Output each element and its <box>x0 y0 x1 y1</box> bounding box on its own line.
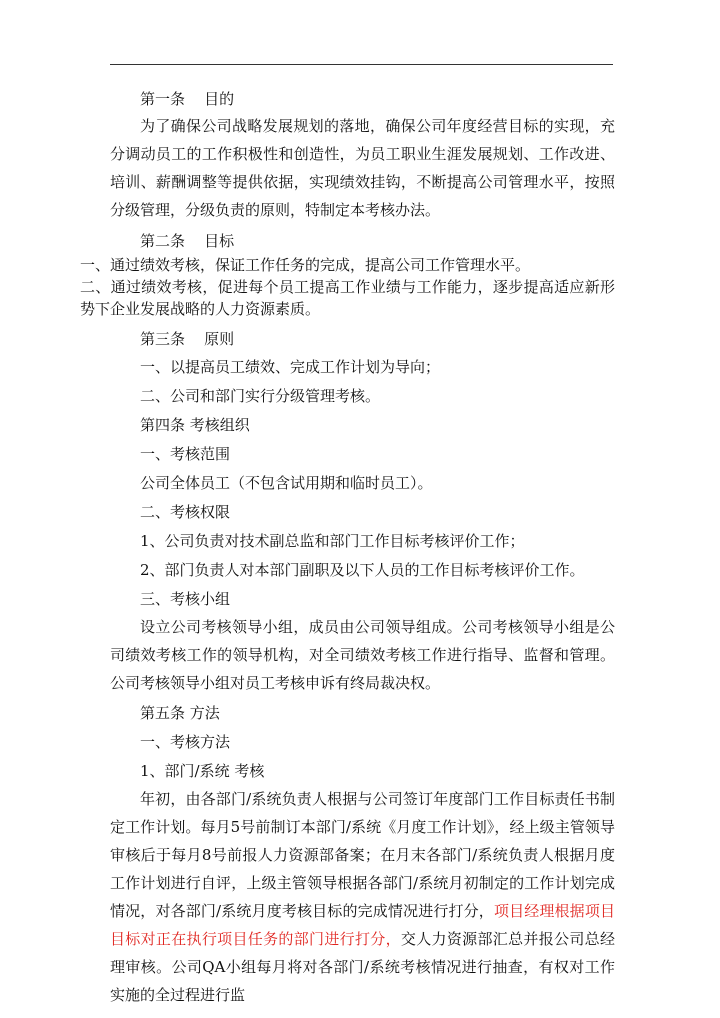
article-2-item-1: 一、通过绩效考核，保证工作任务的完成，提高公司工作管理水平。 <box>80 256 531 274</box>
article-4-section-1-body: 公司全体员工（不包含试用期和临时员工）。 <box>140 474 433 492</box>
article-4-title: 第四条 考核组织 <box>140 416 250 434</box>
article-5-body <box>110 785 615 1009</box>
highlighted-text: 项目经理根据项目目标对正在执行项目任务的部门进行打分， <box>110 902 615 948</box>
article-5-title: 第五条 方法 <box>140 704 220 722</box>
article-4-section-3: 三、考核小组 <box>140 590 231 608</box>
article-5-section-1: 一、考核方法 <box>140 733 231 751</box>
article-3-item-2: 二、公司和部门实行分级管理考核。 <box>140 387 381 405</box>
header-rule <box>110 64 613 65</box>
article-3-title: 第三条 原则 <box>140 330 235 348</box>
article-3-item-1: 一、以提高员工绩效、完成工作计划为导向； <box>140 358 441 376</box>
article-4-section-1: 一、考核范围 <box>140 445 231 463</box>
article-1-title: 第一条 目的 <box>140 90 235 108</box>
article-4-section-2-item-2: 2、部门负责人对本部门副职及以下人员的工作目标考核评价工作。 <box>140 561 585 579</box>
article-2-item-2: 二、通过绩效考核，促进每个员工提高工作业绩与工作能力，逐步提高适应新形势下企业发展战略的人力资源素质。 <box>80 278 615 318</box>
article-4-section-2-item-1: 1、公司负责对技术副总监和部门工作目标考核评价工作； <box>140 532 525 550</box>
article-4-section-3-body: 设立公司考核领导小组，成员由公司领导组成。公司考核领导小组是公司绩效考核工作的领导机构，对全司绩效考核工作进行指导、监督和管理。公司考核领导小组对员工考核申诉有终局裁决权。 <box>110 618 615 692</box>
article-2-title: 第二条 目标 <box>140 232 235 250</box>
article-5-body-part-1: 年初，由各部门/系统负责人根据与公司签订年度部门工作目标责任书制定工作计划。每月5号前制订本部门/系统《月度工作计划》，经上级主管领导审核后于每月8号前报人力资源部备案；在月末各部门/系统负责人根据月度工作计划进行自评，上级主管领导根据各部门/系统月初制定的工作计划完成情况，对各部门/系统月度考核目标的完成情况进行打分， <box>110 790 615 920</box>
article-5-body-part-2: 交人力资源部汇总并报公司总经理审核。公司QA小组每月将对各部门/系统考核情况进行抽查，有权对工作实施的全过程进行监 <box>110 930 615 1004</box>
article-4-section-2: 二、考核权限 <box>140 503 231 521</box>
article-5-section-1-item-1: 1、部门/系统 考核 <box>140 762 265 780</box>
document-body <box>80 86 615 1009</box>
article-1-body: 为了确保公司战略发展规划的落地，确保公司年度经营目标的实现，充分调动员工的工作积极性和创造性，为员工职业生涯发展规划、工作改进、培训、薪酬调整等提供依据，实现绩效挂钩，不断提高公司管理水平，按照分级管理，分级负责的原则，特制定本考核办法。 <box>110 117 615 219</box>
